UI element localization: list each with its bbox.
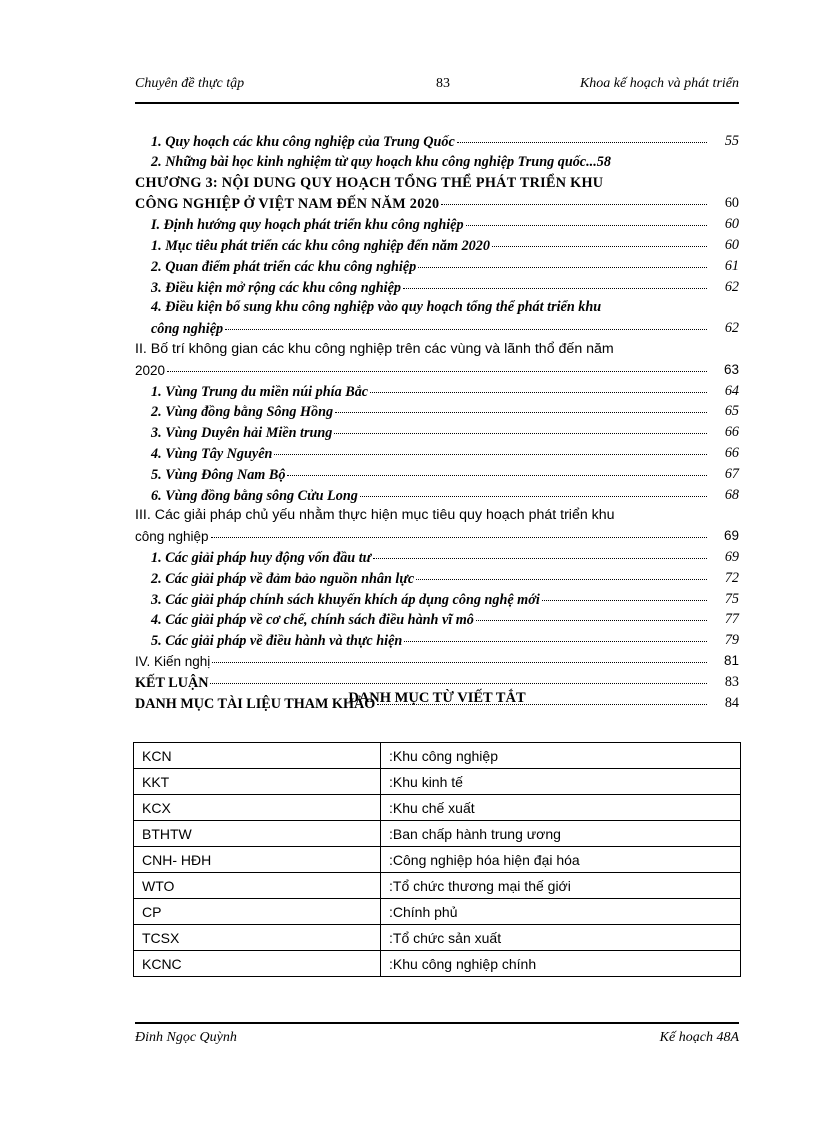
toc-entry-text: 5. Vùng Đông Nam Bộ <box>151 466 286 483</box>
table-row <box>134 925 741 951</box>
toc-entry-text: 1. Mục tiêu phát triển các khu công nghiệp đến năm 2020 <box>151 237 490 254</box>
toc-entry-line1[interactable]: CHƯƠNG 3: NỘI DUNG QUY HOẠCH TỔNG THỂ PHÁT TRIỂN KHU <box>135 174 604 191</box>
toc-entry-page: 62 <box>724 320 739 337</box>
toc-entry-text: 2. Quan điểm phát triển các khu công nghiệp <box>151 258 417 275</box>
toc-entry-text: DANH MỤC TÀI LIỆU THAM KHẢO <box>135 695 376 712</box>
toc-entry[interactable] <box>135 318 739 339</box>
meaning-cell: :Khu kinh tế <box>381 769 741 795</box>
toc-entry-text: 1. Vùng Trung du miền núi phía Bắc <box>151 383 369 400</box>
page-header <box>135 76 739 98</box>
toc-entry-text: 3. Điều kiện mở rộng các khu công nghiệp <box>151 279 402 296</box>
abbr-cell: CP <box>134 899 381 925</box>
toc-entry-text: 1. Các giải pháp huy động vốn đầu tư <box>151 549 372 566</box>
toc-entry-line1[interactable]: 4. Điều kiện bổ sung khu công nghiệp vào quy hoạch tổng thể phát triển khu <box>151 299 602 316</box>
header-page-number: 83 <box>436 76 450 91</box>
toc-entry-text: công nghiệp <box>151 321 224 338</box>
table-row <box>134 743 741 769</box>
toc-entry-text: 2. Vùng đồng bằng Sông Hồng <box>151 404 334 421</box>
abbr-cell: KCN <box>134 743 381 769</box>
abbr-cell: KCX <box>134 795 381 821</box>
toc-entry-page: 61 <box>724 257 739 274</box>
meaning-cell: :Ban chấp hành trung ương <box>381 821 741 847</box>
meaning-cell: :Tổ chức thương mại thế giới <box>381 873 741 899</box>
toc-entry[interactable] <box>135 485 739 506</box>
toc-entry-text: I. Định hướng quy hoạch phát triển khu công nghiệp <box>151 217 464 234</box>
toc-entry-page: 79 <box>724 632 739 649</box>
toc-entry-page: 81 <box>723 652 739 668</box>
toc-entry-text: IV. Kiến nghị <box>135 653 211 669</box>
toc-entry-text: KẾT LUẬN <box>135 674 209 691</box>
toc-entry-text: 4. Các giải pháp về cơ chế, chính sách điều hành vĩ mô <box>151 612 474 629</box>
abbr-cell: KCNC <box>134 951 381 977</box>
toc-entry-text: 2. Các giải pháp về đảm bảo nguồn nhân lực <box>151 570 415 587</box>
table-row <box>134 821 741 847</box>
toc-entry-page: 75 <box>724 590 739 607</box>
toc-entry-page: 77 <box>724 611 739 628</box>
toc-entry-page: 62 <box>724 278 739 295</box>
header-rule <box>135 102 739 104</box>
toc-entry-page: ...58 <box>586 153 611 170</box>
toc-entry-text: 2. Những bài học kinh nghiệm từ quy hoạch khu công nghiệp Trung quốc <box>151 153 587 170</box>
toc-entry-page: 60 <box>724 216 739 233</box>
header-left: Chuyên đề thực tập <box>135 76 245 91</box>
abbr-cell: WTO <box>134 873 381 899</box>
toc-entry-page: 60 <box>724 236 739 253</box>
table-row <box>134 873 741 899</box>
toc-entry-text: 2020 <box>135 362 166 378</box>
meaning-cell: :Khu công nghiệp chính <box>381 951 741 977</box>
toc-entry-page: 55 <box>724 133 739 149</box>
header-right: Khoa kế hoạch và phát triển <box>579 76 739 91</box>
toc-entry[interactable] <box>135 131 739 152</box>
toc-entry-page: 72 <box>724 569 739 586</box>
toc-entry-page: 63 <box>723 361 739 377</box>
toc-entry-page: 68 <box>724 486 739 503</box>
toc-entry-page: 67 <box>724 465 739 482</box>
abbreviations-title: DANH MỤC TỪ VIẾT TẮT <box>348 690 526 706</box>
abbr-cell: KKT <box>134 769 381 795</box>
toc-entry-text: 3. Vùng Duyên hải Miền trung <box>151 425 333 442</box>
toc-entry-text: 4. Vùng Tây Nguyên <box>151 445 273 462</box>
abbreviations-table <box>133 742 741 977</box>
abbr-cell: TCSX <box>134 925 381 951</box>
toc-entry-text: 5. Các giải pháp về điều hành và thực hiện <box>151 633 403 650</box>
table-row <box>134 951 741 977</box>
toc-entry-page: 84 <box>724 694 739 711</box>
meaning-cell: :Công nghiệp hóa hiện đại hóa <box>381 847 741 873</box>
meaning-cell: :Khu chế xuất <box>381 795 741 821</box>
toc-entry-page: 69 <box>724 548 739 565</box>
toc-entry-page: 65 <box>724 403 739 420</box>
toc-entry-page: 83 <box>724 673 739 690</box>
toc-entry-text: công nghiệp <box>135 529 209 545</box>
toc-entry-text: 1. Quy hoạch các khu công nghiệp của Trung Quốc <box>151 134 455 150</box>
table-row <box>134 899 741 925</box>
toc-entry-page: 60 <box>724 195 739 212</box>
table-row <box>134 769 741 795</box>
toc-entry-text: 3. Các giải pháp chính sách khuyến khích áp dụng công nghệ mới <box>151 591 540 608</box>
meaning-cell: :Khu công nghiệp <box>381 743 741 769</box>
meaning-cell: :Chính phủ <box>381 899 741 925</box>
footer-author: Đinh Ngọc Quỳnh <box>135 1030 237 1045</box>
meaning-cell: :Tổ chức sản xuất <box>381 925 741 951</box>
toc-entry-page: 64 <box>724 382 739 399</box>
table-row <box>134 847 741 873</box>
toc-entry-page: 66 <box>724 424 739 441</box>
table-of-contents <box>135 131 739 713</box>
toc-entry-line1[interactable]: III. Các giải pháp chủ yếu nhằm thực hiện mục tiêu quy hoạch phát triển khu <box>135 507 615 524</box>
toc-entry[interactable] <box>135 277 739 298</box>
abbr-cell: CNH- HĐH <box>134 847 381 873</box>
toc-entry-page: 66 <box>724 444 739 461</box>
toc-entry-line1[interactable]: II. Bố trí không gian các khu công nghiệp trên các vùng và lãnh thổ đến năm <box>135 340 614 357</box>
toc-entry-page: 69 <box>723 528 739 544</box>
footer-class: Kế hoạch 48A <box>659 1030 739 1045</box>
footer-rule <box>135 1022 739 1024</box>
abbr-cell: BTHTW <box>134 821 381 847</box>
table-row <box>134 795 741 821</box>
toc-entry-text: CÔNG NGHIỆP Ở VIỆT NAM ĐẾN NĂM 2020 <box>135 196 440 213</box>
toc-entry[interactable] <box>135 152 739 173</box>
toc-entry-text: 6. Vùng đồng bằng sông Cửu Long <box>151 487 358 504</box>
